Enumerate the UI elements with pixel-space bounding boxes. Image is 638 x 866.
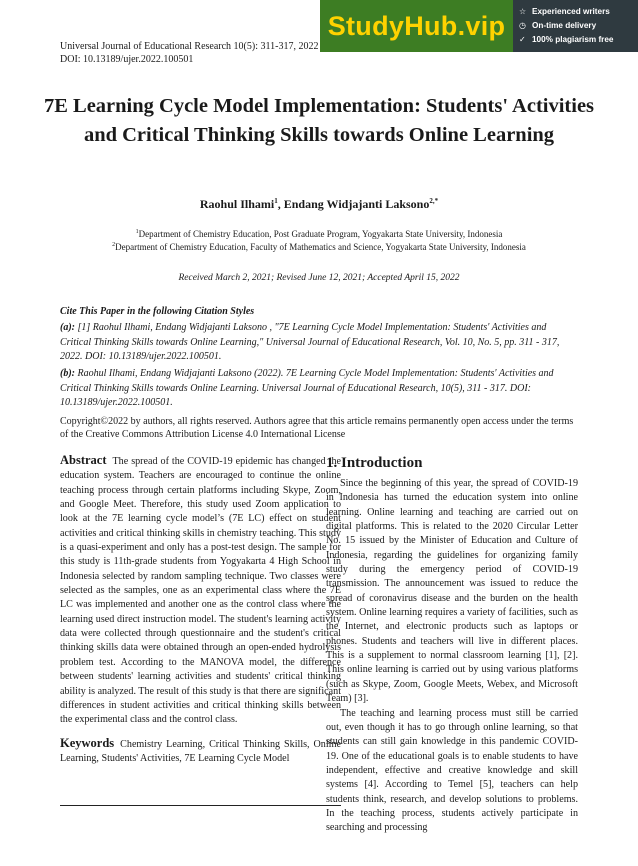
received-dates: Received March 2, 2021; Revised June 12, 2021; Accepted April 15, 2022: [178, 273, 460, 283]
affiliation-text: Department of Chemistry Education, Faculty of Mathematics and Science, Yogyakarta State University, Indonesia: [115, 242, 526, 252]
intro-paragraph: Since the beginning of this year, the spread of COVID-19 in Indonesia has turned the education system into online learning. Online learning and teaching are carried out on digital platforms. This is related to the 2020 Circular Letter No. 15 issued by the Minister of Education and Culture of Indonesia, regarding the guidelines for organizing family study during the emergency period of COVID-19 transmission. The announcement was issued to reduce the spread of coronavirus disease and the burden on the health system. Online learning requires a variety of facilities, such as the Internet, and electronic products such as laptops or phones. Students and teachers will live in different places. This is a supplement to normal classroom learning [1], [2]. This online learning is carried out by using various platforms (such as Skype, Zoom, Google Meets, Webex, and Microsoft Team) [3].: [326, 478, 578, 705]
author-affil-mark: 2,*: [429, 197, 439, 205]
keywords-text: Chemistry Learning, Critical Thinking Skills, Online Learning, Students' Activities, 7E Learning Cycle Model: [60, 738, 341, 764]
author-name: Endang Widjajanti Laksono: [283, 197, 430, 211]
author-name: Raohul Ilhami: [199, 197, 275, 211]
feature-label: 100% plagiarism free: [532, 34, 614, 44]
abstract-text: The spread of the COVID-19 epidemic has changed the education system. Teachers are encouraged to continue the online teaching process through certain platforms including Skype, Zoom, and Google Meet. Therefore, this study used Zoom application to look at the 7E learning cycle model’s (7E LC) effect on student activities and critical thinking skills in chemistry teaching. This study is a quasi-experiment and only has a post-test design. The sample for this study is 11th-grade students from Yogyakarta 4 High School in Indonesia selected by random sampling technique. Two classes were selected as the samples, one as an experimental class where the 7E LC was implemented and another one as the control class where the learning used direct instruction model. The student's learning activity data were collected through questionnaire and the student's critical thinking skills data were obtained through an open-ended hydrolysis problem test. According to the MANOVA model, the difference between students' learning activities and students' critical thinking ability is analyzed. The result of this study is that there are significant differences in student activities and critical thinking skills between the experimental class and the control class.: [60, 456, 341, 726]
author-line: [40, 197, 598, 212]
left-column: [60, 453, 341, 766]
studyhub-features: [513, 0, 638, 52]
section-heading-introduction: 1. Introduction: [326, 455, 423, 471]
affiliation-mark: 2: [112, 242, 116, 248]
right-column: [326, 453, 578, 836]
star-icon: ☆: [519, 6, 527, 16]
intro-paragraph: The teaching and learning process must still be carried out, even though it has to go through online learning, so that students can still gain knowledge in this pandemic COVID-19. One of the educational goals is to enable students to have independent, effective and creative knowledge and skill systems [4]. According to Temel [5], teachers can help students think, research, and develop solutions to problems. In the teaching process, students actively participate in searching and processing: [326, 707, 578, 834]
abstract-label: Abstract: [60, 453, 107, 467]
journal-citation: Universal Journal of Educational Research 10(5): 311-317, 2022: [60, 41, 319, 52]
citation-styles-heading: Cite This Paper in the following Citation Styles: [60, 306, 255, 317]
citation-b-text: Raohul Ilhami, Endang Widjajanti Laksono (2022). 7E Learning Cycle Model Implementation: Students' Activities and Critical Thinking Skills towards Online Learning. Universal Journal of Educational Research, 10(5), 311 - 317. DOI: 10.13189/ujer.2022.100501.: [60, 368, 554, 408]
author-affil-mark: 1: [274, 197, 278, 205]
clock-icon: ◷: [519, 20, 526, 30]
studyhub-banner[interactable]: [320, 0, 638, 52]
feature-plagiarism-free: [519, 32, 634, 46]
journal-doi: DOI: 10.13189/ujer.2022.100501: [60, 54, 194, 65]
citation-a-label: (a):: [60, 322, 75, 333]
citation-b-label: (b):: [60, 368, 75, 379]
keywords-label: Keywords: [60, 735, 115, 750]
feature-on-time-delivery: [519, 18, 634, 32]
affiliation: [40, 240, 598, 253]
affiliations: [40, 227, 598, 253]
copyright-notice: Copyright©2022 by authors, all rights reserved. Authors agree that this article remains permanently open access under the terms of the Creative Commons Attribution License 4.0 International License: [60, 416, 574, 440]
affiliation-text: Department of Chemistry Education, Post Graduate Program, Yogyakarta State University, Indonesia: [138, 229, 503, 239]
badge-icon: ✓: [519, 34, 526, 44]
feature-experienced-writers: [519, 4, 634, 18]
affiliation: [40, 227, 598, 240]
affiliation-mark: 1: [135, 229, 139, 235]
feature-label: Experienced writers: [532, 6, 610, 16]
journal-header: [60, 40, 318, 66]
author-separator: ,: [277, 197, 284, 211]
citation-a-text: [1] Raohul Ilhami, Endang Widjajanti Laksono , "7E Learning Cycle Model Implementation: Students' Activities and Critical Thinking Skills towards Online Learning," Universal Journal of Educational Research, Vol. 10, No. 5, pp. 311 - 317, 2022. DOI: 10.13189/ujer.2022.100501.: [60, 322, 560, 362]
citation-style-b: [60, 367, 579, 411]
citation-style-a: [60, 321, 579, 365]
studyhub-logo[interactable]: StudyHub.vip: [327, 10, 506, 41]
abstract: [60, 453, 341, 728]
studyhub-logo-panel[interactable]: [320, 0, 513, 52]
column-divider-line: [60, 805, 341, 806]
feature-label: On-time delivery: [532, 20, 597, 30]
paper-title: 7E Learning Cycle Model Implementation: Students' Activities and Critical Thinking Skills towards Online Learning: [43, 95, 595, 146]
keywords: [60, 736, 341, 767]
